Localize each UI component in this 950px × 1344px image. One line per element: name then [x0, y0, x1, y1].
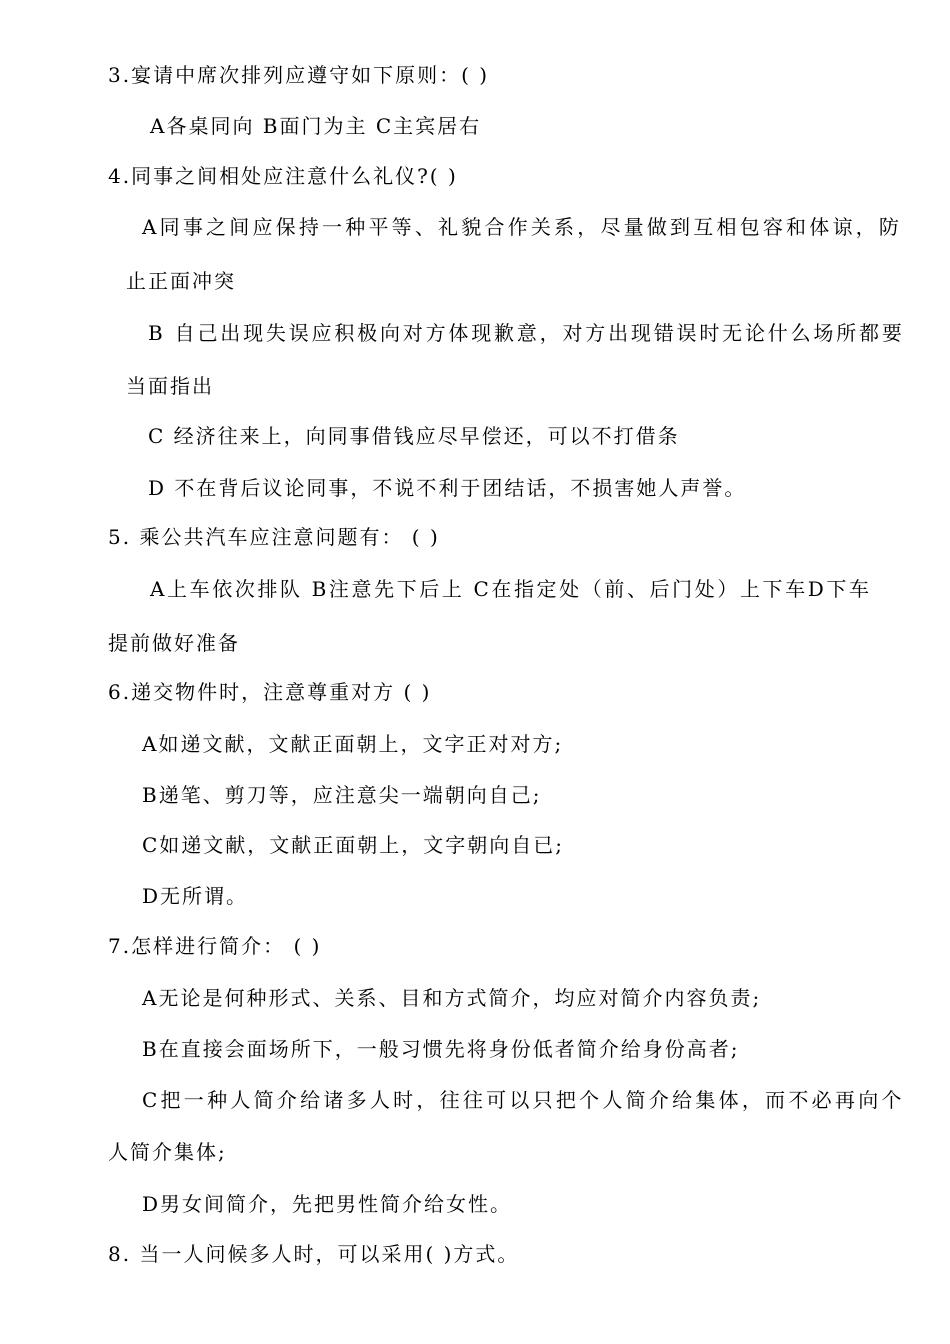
question-6-stem: 6.递交物件时，注意尊重对方 ( ) [108, 680, 432, 704]
question-6-option-b: B递笔、剪刀等，应注意尖一端朝向自己; [142, 783, 542, 807]
question-4-option-d: D 不在背后议论同事，不说不利于团结话，不损害她人声誉。 [148, 476, 747, 500]
question-3-stem: 3.宴请中席次排列应遵守如下原则：( ) [108, 63, 490, 87]
question-8-stem: 8. 当一人问候多人时，可以采用( )方式。 [108, 1242, 520, 1266]
question-7-option-c-line1: C把一种人简介给诸多人时，往往可以只把个人简介给集体，而不必再向个 [142, 1088, 905, 1112]
question-4-option-a-line2: 止正面冲突 [126, 269, 236, 293]
question-4-stem: 4.同事之间相处应注意什么礼仪?( ) [108, 164, 458, 188]
question-6-option-a: A如递文献，文献正面朝上，文字正对对方; [142, 732, 564, 756]
question-6-option-d: D无所谓。 [142, 884, 249, 908]
question-4-option-c: C 经济往来上，向同事借钱应尽早偿还，可以不打借条 [148, 424, 680, 448]
question-4-option-a-line1: A同事之间应保持一种平等、礼貌合作关系，尽量做到互相包容和体谅，防 [142, 215, 903, 239]
question-4-option-b-line2: 当面指出 [126, 374, 214, 398]
question-7-option-c-line2: 人简介集体; [108, 1140, 227, 1164]
question-7-stem: 7.怎样进行简介： ( ) [108, 934, 322, 958]
question-5-options-line1: A上车依次排队 B注意先下后上 C在指定处（前、后门处）上下车D下车 [150, 577, 872, 601]
question-7-option-d: D男女间简介，先把男性简介给女性。 [142, 1192, 513, 1216]
question-7-option-b: B在直接会面场所下，一般习惯先将身份低者简介给身份高者; [142, 1037, 740, 1061]
question-5-stem: 5. 乘公共汽车应注意问题有： ( ) [108, 525, 440, 549]
question-4-option-b-line1: B 自己出现失误应积极向对方体现歉意，对方出现错误时无论什么场所都要 [148, 321, 905, 345]
question-3-options: A各桌同向 B面门为主 C主宾居右 [150, 114, 482, 138]
question-6-option-c: C如递文献，文献正面朝上，文字朝向自已; [142, 833, 565, 857]
question-7-option-a: A无论是何种形式、关系、目和方式简介，均应对简介内容负责; [142, 986, 762, 1010]
question-5-options-line2: 提前做好准备 [108, 631, 240, 655]
